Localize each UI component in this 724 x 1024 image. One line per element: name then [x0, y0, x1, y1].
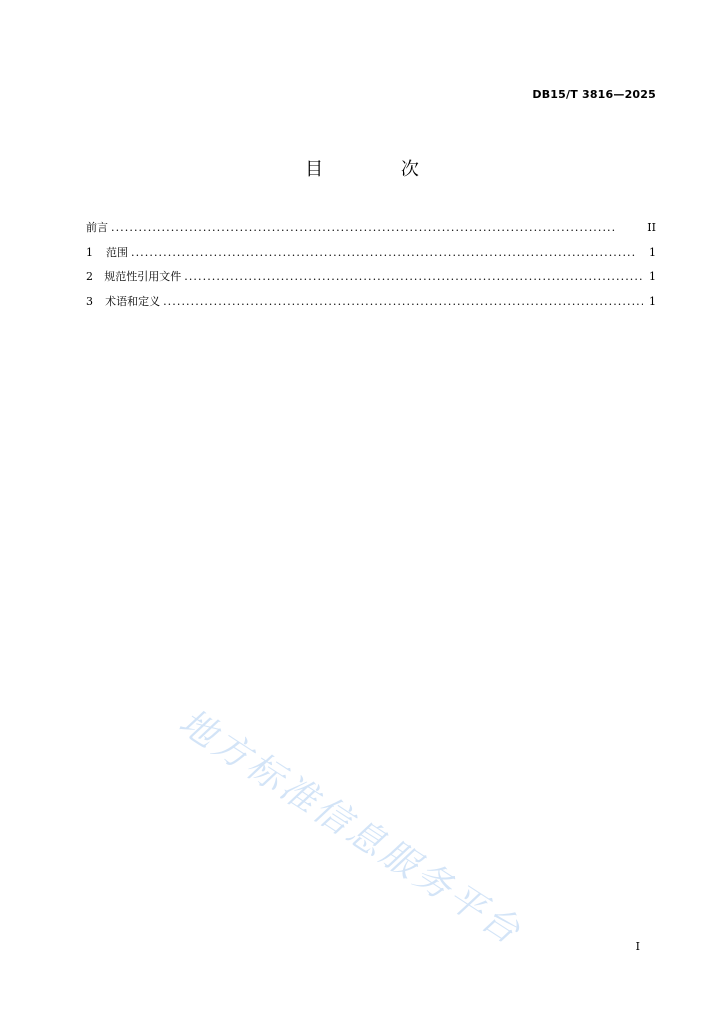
page-number: I: [635, 940, 640, 953]
toc-leader-dots: [163, 295, 643, 308]
toc-entry-foreword[interactable]: [86, 219, 656, 244]
toc-entry-terms-definitions[interactable]: [86, 293, 656, 318]
toc-entry-number: 1: [86, 245, 93, 259]
toc-entry-label: 规范性引用文件: [104, 270, 182, 283]
toc-title: 目 次: [305, 159, 455, 180]
toc-leader-dots: [131, 246, 643, 259]
document-code: DB15/T 3816—2025: [532, 88, 656, 101]
toc-entry-label: 前言: [86, 221, 108, 234]
toc-entry-page: 1: [649, 245, 656, 259]
toc-entry-label: 范围: [106, 245, 128, 259]
toc-entry-page: II: [647, 221, 656, 234]
toc-entry-page: 1: [649, 270, 656, 283]
table-of-contents: [86, 219, 656, 317]
watermark-text: 地方标准信息服务平台: [171, 701, 530, 954]
toc-entry-page: 1: [649, 294, 656, 308]
toc-entry-normative-references[interactable]: [86, 268, 656, 293]
toc-entry-label: 术语和定义: [105, 294, 161, 308]
toc-entry-scope[interactable]: [86, 244, 656, 269]
toc-leader-dots: [184, 270, 643, 283]
toc-leader-dots: [111, 221, 643, 234]
toc-entry-number: 2: [86, 270, 93, 283]
toc-entry-number: 3: [86, 294, 93, 308]
